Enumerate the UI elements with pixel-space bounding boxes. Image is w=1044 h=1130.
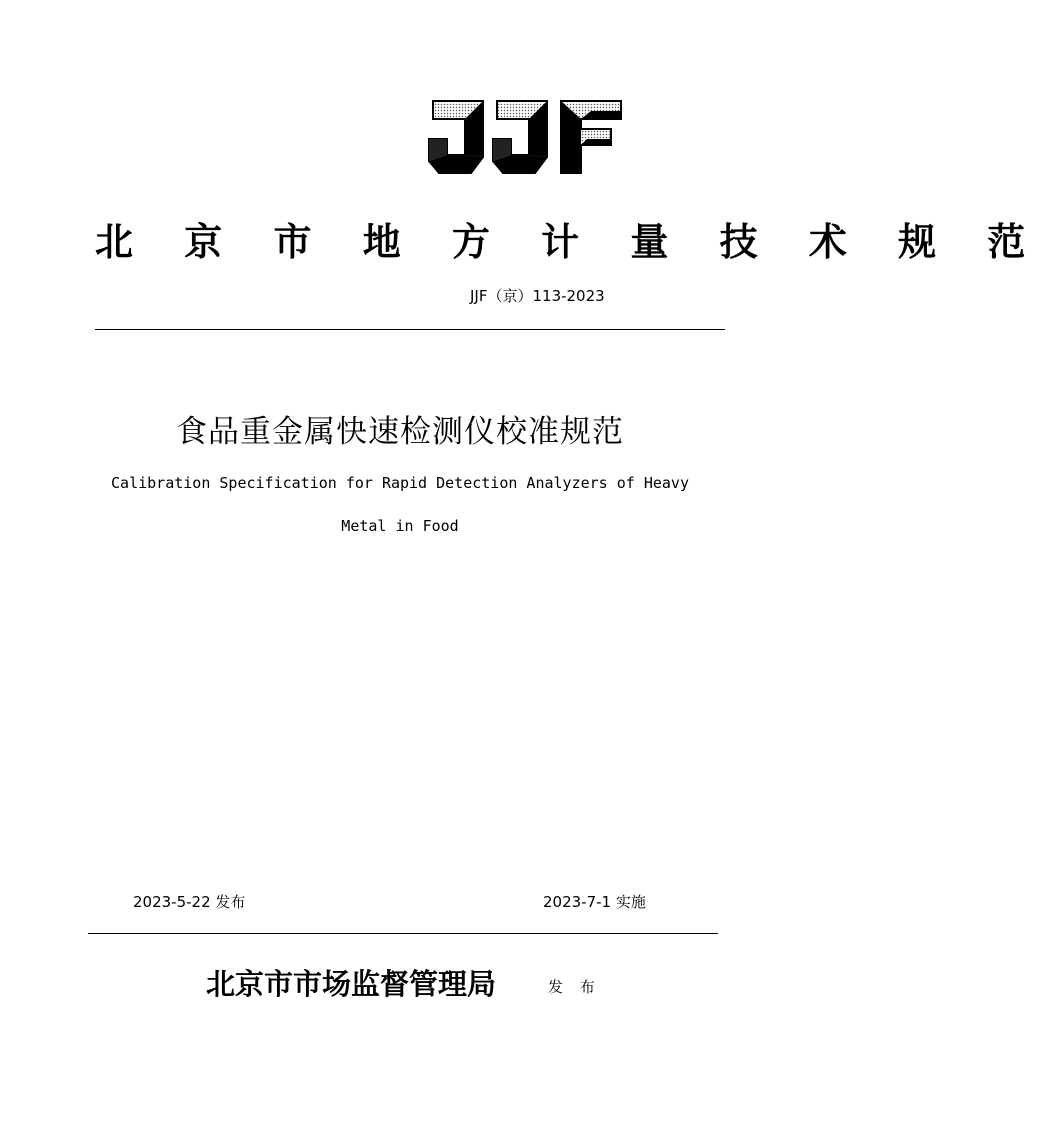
issue-date: 2023-5-22 发布 xyxy=(133,893,246,911)
logo-letter-j1 xyxy=(429,101,483,173)
top-divider xyxy=(95,329,725,330)
series-title: 北 京 市 地 方 计 量 技 术 规 范 xyxy=(95,219,1044,264)
document-title-cn: 食品重金属快速检测仪校准规范 xyxy=(176,414,624,450)
document-title-en-line2: Metal in Food xyxy=(341,517,459,535)
jjf-logo xyxy=(425,97,625,179)
publisher-suffix: 发 布 xyxy=(548,978,601,996)
bottom-divider xyxy=(88,933,718,934)
publisher-name: 北京市市场监督管理局 xyxy=(206,967,497,1001)
implementation-date: 2023-7-1 实施 xyxy=(543,893,646,911)
document-title-en-line1: Calibration Specification for Rapid Detection Analyzers of Heavy xyxy=(111,474,689,492)
logo-letter-f xyxy=(561,101,621,173)
logo-letter-j2 xyxy=(493,101,547,173)
document-code: JJF（京）113-2023 xyxy=(470,287,605,305)
